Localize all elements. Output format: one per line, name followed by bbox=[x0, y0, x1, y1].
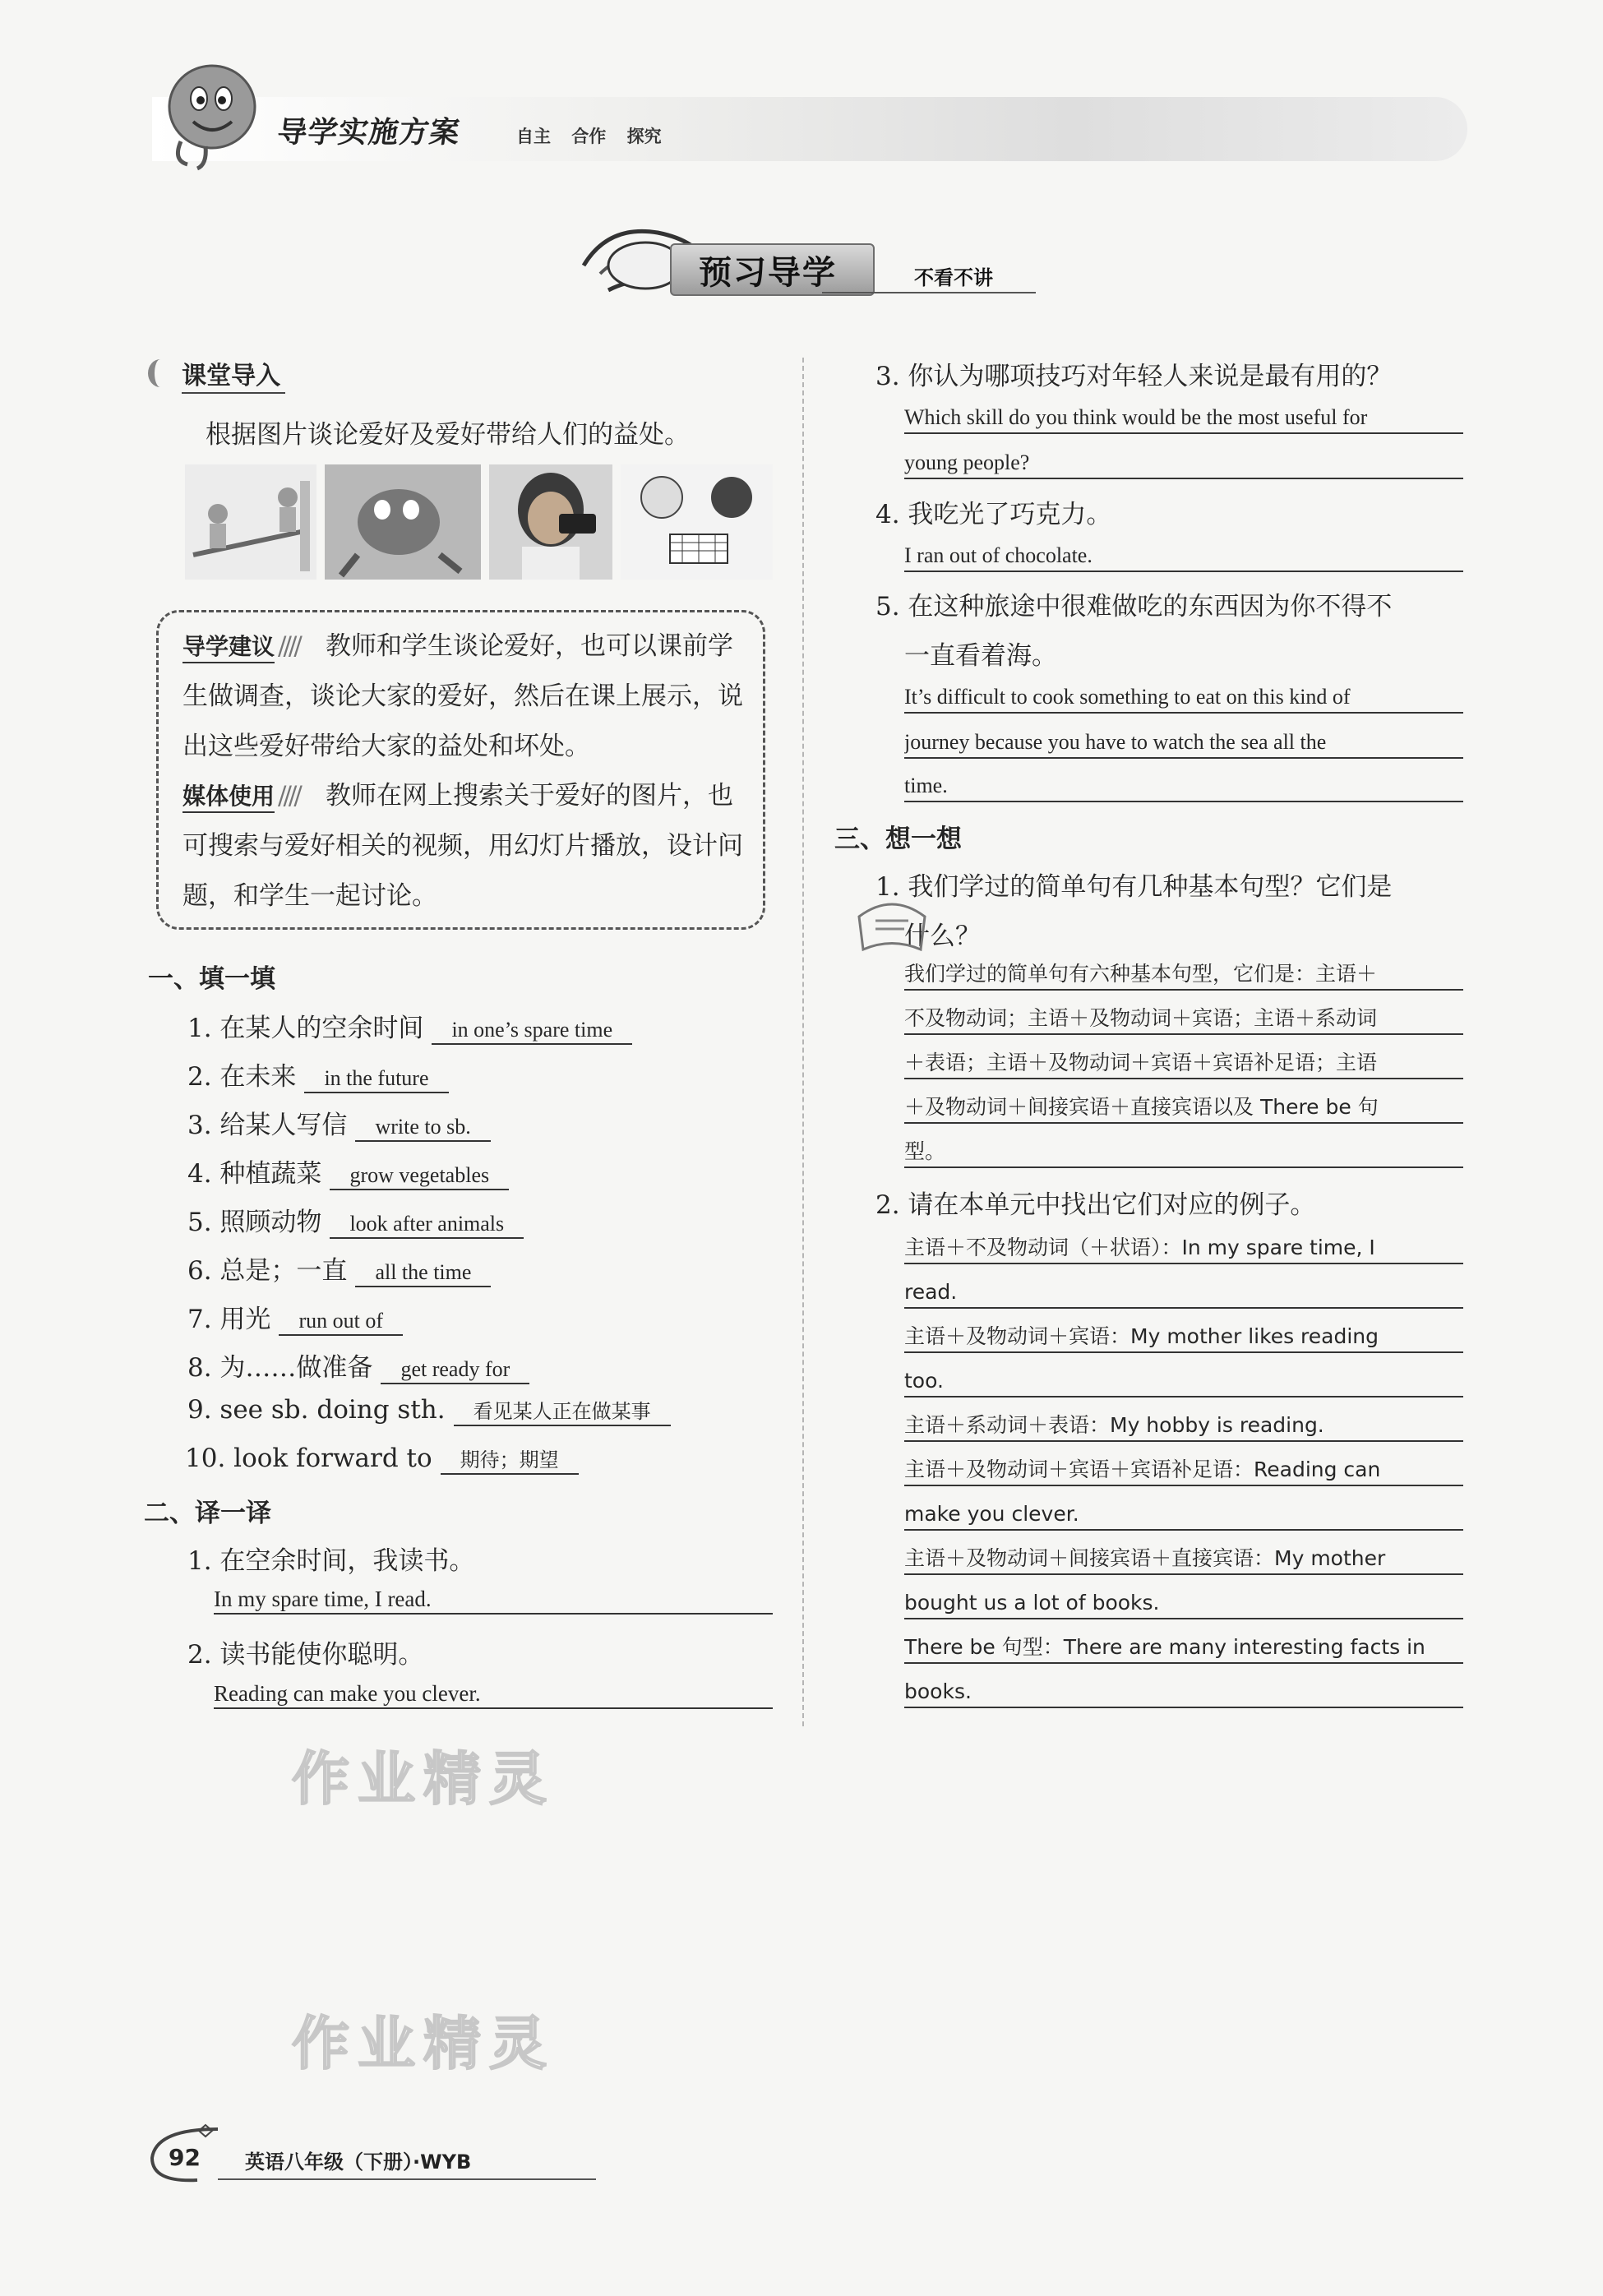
handwritten-answer: 我们学过的简单句有六种基本句型，它们是：主语＋ bbox=[904, 959, 1463, 991]
handwritten-answer: 主语＋及物动词＋间接宾语＋直接宾语：My mother bbox=[904, 1544, 1463, 1575]
answer-blank: look after animals bbox=[330, 1211, 524, 1239]
crescent-icon bbox=[148, 359, 173, 387]
footer-book-title: 英语八年级（下册）·WYB bbox=[245, 2150, 472, 2174]
hatch-icon: //// bbox=[278, 631, 299, 661]
guide-text: 教师和学生谈论爱好，也可以课前学生做调查，谈论大家的爱好，然后在课上展示，说出这些爱好带给大家的益处和坏处。 bbox=[182, 631, 743, 761]
answer-blank: write to sb. bbox=[355, 1114, 490, 1142]
header-title: 导学实施方案 bbox=[275, 116, 463, 150]
footer-underline bbox=[218, 2178, 596, 2180]
handwritten-answer: 型。 bbox=[904, 1137, 1463, 1168]
photo-children-seesaw bbox=[185, 464, 316, 580]
translate-question: 4. 我吃光了巧克力。 bbox=[875, 500, 1112, 529]
answer-blank: in the future bbox=[304, 1065, 448, 1093]
media-text: 教师在网上搜索关于爱好的图片，也可搜索与爱好相关的视频，用幻灯片播放，设计问题，和学生一起讨论。 bbox=[182, 781, 743, 911]
translate-answer: It’s difficult to cook something to eat on this kind of bbox=[904, 682, 1463, 714]
section-banner-subtitle: 不看不讲 bbox=[914, 266, 993, 289]
watermark-text: 作业精灵 bbox=[292, 1745, 555, 1813]
fill-item: 1. 在某人的空余时间 in one’s spare time bbox=[187, 1007, 632, 1045]
translate-answer: Reading can make you clever. bbox=[214, 1679, 773, 1709]
media-label: 媒体使用 bbox=[182, 783, 275, 813]
guide-note bbox=[182, 621, 750, 772]
fill-item: 9. see sb. doing sth. 看见某人正在做某事 bbox=[187, 1395, 671, 1426]
handwritten-answer: 主语＋及物动词＋宾语＋宾语补足语：Reading can bbox=[904, 1455, 1463, 1486]
fill-item: 7. 用光 run out of bbox=[187, 1298, 403, 1336]
fill-item: 10. look forward to 期待；期望 bbox=[185, 1444, 579, 1475]
intro-label: 课堂导入 bbox=[182, 362, 285, 394]
column-divider bbox=[802, 358, 804, 1726]
handwritten-answer: 主语＋系动词＋表语：My hobby is reading. bbox=[904, 1411, 1463, 1442]
fill-item: 3. 给某人写信 write to sb. bbox=[187, 1104, 491, 1142]
hatch-icon: //// bbox=[278, 781, 299, 811]
handwritten-answer: books. bbox=[904, 1677, 1463, 1708]
answer-blank: get ready for bbox=[381, 1356, 529, 1384]
watermark-text: 作业精灵 bbox=[292, 2010, 555, 2077]
stamp-icon bbox=[855, 892, 929, 958]
section-banner-title: 预习导学 bbox=[699, 254, 837, 292]
answer-blank: run out of bbox=[279, 1308, 403, 1336]
photo-cartoon-cat bbox=[325, 464, 481, 580]
fill-item: 5. 照顾动物 look after animals bbox=[187, 1201, 524, 1239]
translate-answer: young people? bbox=[904, 448, 1463, 479]
handwritten-answer: 主语＋及物动词＋宾语：My mother likes reading bbox=[904, 1322, 1463, 1353]
answer-blank: grow vegetables bbox=[330, 1162, 509, 1190]
guide-label: 导学建议 bbox=[182, 633, 275, 663]
header-tags: 自主 合作 探究 bbox=[516, 127, 662, 146]
banner-underline bbox=[822, 292, 1036, 293]
answer-blank: 看见某人正在做某事 bbox=[454, 1398, 671, 1426]
think-question: 2. 请在本单元中找出它们对应的例子。 bbox=[875, 1190, 1316, 1220]
section1-title: 一、填一填 bbox=[148, 964, 275, 994]
media-note bbox=[182, 771, 750, 922]
handwritten-answer: ＋及物动词＋间接宾语＋直接宾语以及 There be 句 bbox=[904, 1093, 1463, 1124]
handwritten-answer: read. bbox=[904, 1277, 1463, 1309]
think-question: 什么？ bbox=[904, 922, 981, 951]
fill-item: 4. 种植蔬菜 grow vegetables bbox=[187, 1153, 509, 1190]
handwritten-answer: 主语＋不及物动词（＋状语）：In my spare time, I bbox=[904, 1233, 1463, 1264]
think-question: 1. 我们学过的简单句有几种基本句型？它们是 bbox=[875, 872, 1393, 902]
translate-answer: journey because you have to watch the sea all the bbox=[904, 728, 1463, 759]
page-number: 92 bbox=[169, 2144, 201, 2171]
answer-blank: in one’s spare time bbox=[432, 1017, 632, 1045]
translate-answer: In my spare time, I read. bbox=[214, 1585, 773, 1615]
photo-woman-camera bbox=[489, 464, 612, 580]
handwritten-answer: There be 句型：There are many interesting facts in bbox=[904, 1633, 1463, 1664]
translate-question: 一直看着海。 bbox=[904, 641, 1057, 671]
section2-title: 二、译一译 bbox=[144, 1499, 271, 1528]
handwritten-answer: too. bbox=[904, 1366, 1463, 1397]
fill-item: 6. 总是；一直 all the time bbox=[187, 1250, 491, 1287]
translate-answer: Which skill do you think would be the most useful for bbox=[904, 403, 1463, 434]
translate-question: 5. 在这种旅途中很难做吃的东西因为你不得不 bbox=[875, 592, 1393, 621]
handwritten-answer: ＋表语；主语＋及物动词＋宾语＋宾语补足语；主语 bbox=[904, 1048, 1463, 1079]
translate-question: 1. 在空余时间，我读书。 bbox=[187, 1546, 475, 1576]
translate-question: 2. 读书能使你聪明。 bbox=[187, 1640, 424, 1670]
mascot-icon bbox=[148, 49, 271, 173]
section3-title: 三、想一想 bbox=[834, 825, 962, 854]
hobby-photos bbox=[185, 464, 773, 580]
handwritten-answer: make you clever. bbox=[904, 1499, 1463, 1531]
photo-kids-chess bbox=[621, 464, 773, 580]
handwritten-answer: bought us a lot of books. bbox=[904, 1588, 1463, 1619]
answer-blank: 期待；期望 bbox=[441, 1447, 579, 1475]
fill-item: 8. 为……做准备 get ready for bbox=[187, 1347, 529, 1384]
translate-answer: time. bbox=[904, 771, 1463, 802]
intro-heading bbox=[148, 355, 285, 391]
intro-text: 根据图片谈论爱好及爱好带给人们的益处。 bbox=[206, 420, 690, 450]
answer-blank: all the time bbox=[355, 1259, 491, 1287]
fill-item: 2. 在未来 in the future bbox=[187, 1056, 449, 1093]
translate-answer: I ran out of chocolate. bbox=[904, 541, 1463, 572]
translate-question: 3. 你认为哪项技巧对年轻人来说是最有用的？ bbox=[875, 362, 1393, 391]
handwritten-answer: 不及物动词；主语＋及物动词＋宾语；主语＋系动词 bbox=[904, 1004, 1463, 1035]
